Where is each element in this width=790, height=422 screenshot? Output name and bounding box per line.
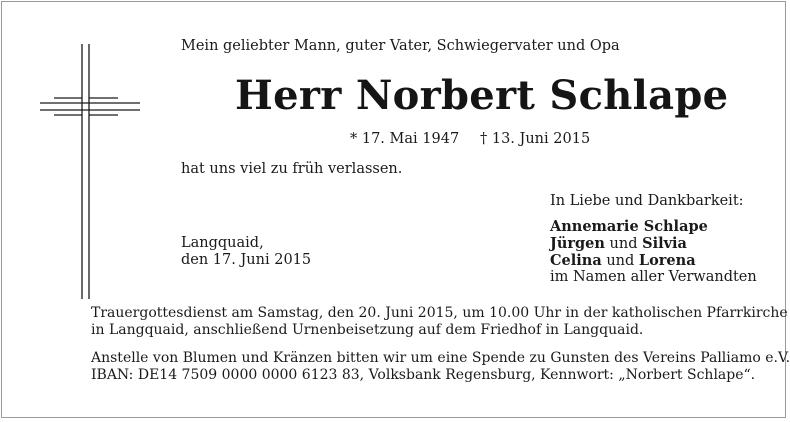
intro-text: Mein geliebter Mann, guter Vater, Schwiegervater und Opa: [181, 38, 620, 54]
mourner-name: Jürgen: [550, 235, 605, 252]
mourner-name: Celina: [550, 252, 602, 269]
mourner-celina-lorena: [550, 252, 696, 270]
donation-line-1: Anstelle von Blumen und Kränzen bitten wir um eine Spende zu Gunsten des Vereins Palliamo e.V.: [91, 350, 790, 366]
mourner-juergen-silvia: [550, 235, 687, 253]
date-text: den 17. Juni 2015: [181, 252, 312, 268]
service-line-2: in Langquaid, anschließend Urnenbeisetzung auf dem Friedhof in Langquaid.: [91, 322, 644, 338]
cross-icon: [40, 44, 140, 299]
mourner-join: und: [604, 236, 643, 252]
place-text: Langquaid,: [181, 235, 264, 251]
passed-text: hat uns viel zu früh verlassen.: [181, 161, 403, 177]
mourner-join: und: [601, 253, 639, 269]
closing-text: In Liebe und Dankbarkeit:: [550, 193, 744, 209]
service-line-1: Trauergottesdienst am Samstag, den 20. Juni 2015, um 10.00 Uhr in der katholischen Pfarrkirche: [91, 305, 788, 321]
mourner-name: Lorena: [638, 252, 696, 269]
deceased-name: Herr Norbert Schlape: [235, 72, 729, 119]
mourner-name: Silvia: [642, 235, 687, 252]
mourner-annemarie: Annemarie Schlape: [550, 218, 708, 235]
relatives-text: im Namen aller Verwandten: [550, 269, 757, 285]
death-date: † 13. Juni 2015: [480, 131, 591, 147]
birth-date: * 17. Mai 1947: [350, 131, 460, 147]
donation-line-2: IBAN: DE14 7509 0000 0000 6123 83, Volksbank Regensburg, Kennwort: „Norbert Schlape“.: [91, 367, 756, 383]
